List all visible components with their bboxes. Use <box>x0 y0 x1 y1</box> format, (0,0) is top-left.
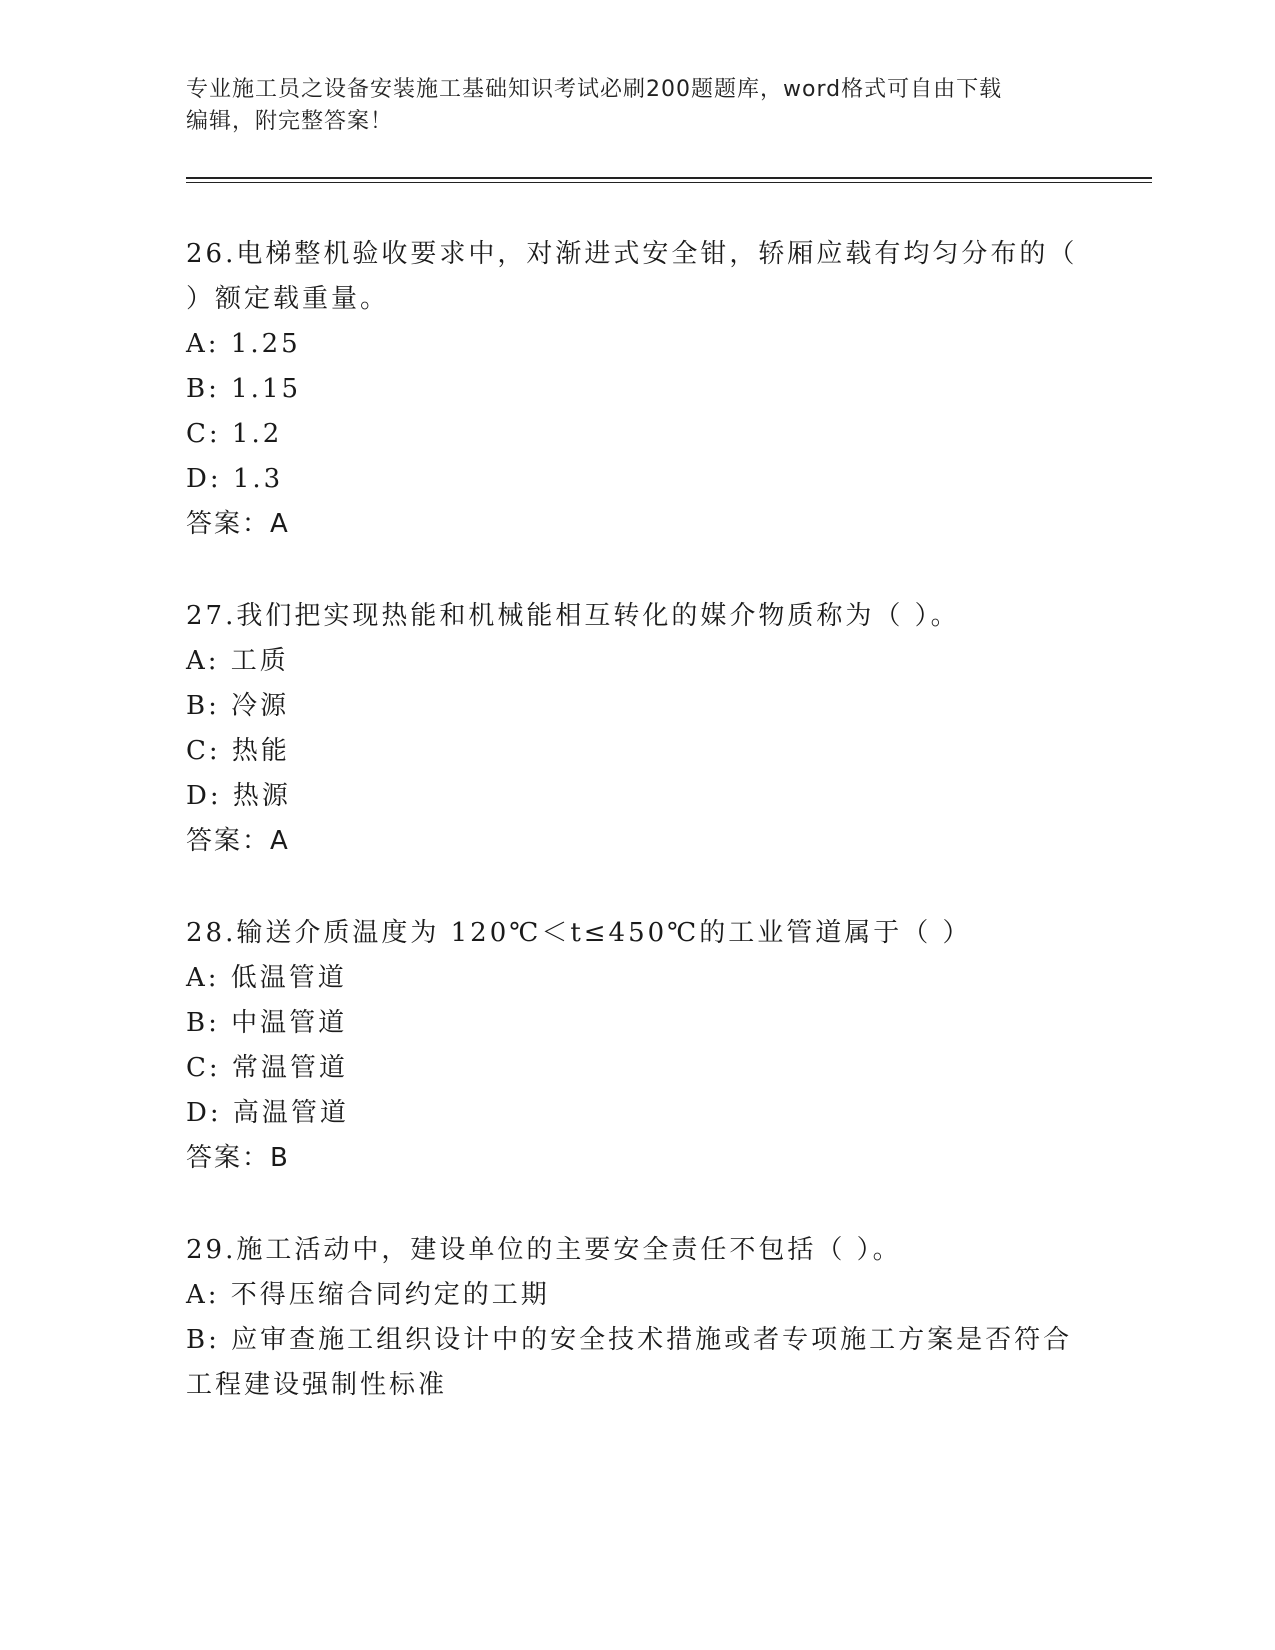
option-a: A: 低温管道 <box>186 963 347 993</box>
question-27 <box>186 594 1086 864</box>
option-d: D: 1.3 <box>186 464 284 494</box>
question-stem: 28.输送介质温度为 120℃＜t≤450℃的工业管道属于（ ） <box>186 918 972 948</box>
option-b-continued: 工程建设强制性标准 <box>186 1370 448 1400</box>
question-28 <box>186 911 1086 1181</box>
option-d: D: 热源 <box>186 781 291 811</box>
option-b: B: 1.15 <box>186 374 302 404</box>
option-b: B: 中温管道 <box>186 1008 348 1038</box>
question-list <box>186 232 1086 1455</box>
header-title-line-1: 专业施工员之设备安装施工基础知识考试必刷200题题库，word格式可自由下载 <box>186 77 1003 102</box>
answer-line: 答案：A <box>186 509 290 539</box>
option-a: A: 不得压缩合同约定的工期 <box>186 1280 550 1310</box>
question-stem-continued: ）额定载重量。 <box>186 284 390 314</box>
answer-line: 答案：B <box>186 1143 290 1173</box>
header-divider-thin <box>186 182 1152 183</box>
question-stem: 26.电梯整机验收要求中，对渐进式安全钳，轿厢应载有均匀分布的（ <box>186 239 1078 269</box>
option-d: D: 高温管道 <box>186 1098 349 1128</box>
header-divider-thick <box>186 177 1152 179</box>
option-a: A: 1.25 <box>186 329 301 359</box>
question-stem: 29.施工活动中，建设单位的主要安全责任不包括（ ）。 <box>186 1235 902 1265</box>
question-stem: 27.我们把实现热能和机械能相互转化的媒介物质称为（ ）。 <box>186 601 960 631</box>
option-b: B: 冷源 <box>186 691 290 721</box>
option-c: C: 常温管道 <box>186 1053 348 1083</box>
question-26 <box>186 232 1086 547</box>
option-a: A: 工质 <box>186 646 289 676</box>
option-c: C: 热能 <box>186 736 290 766</box>
answer-line: 答案：A <box>186 826 290 856</box>
option-c: C: 1.2 <box>186 419 283 449</box>
header-title-line-2: 编辑，附完整答案！ <box>186 109 394 134</box>
document-header <box>186 74 1066 138</box>
question-29 <box>186 1228 1086 1408</box>
option-b: B: 应审查施工组织设计中的安全技术措施或者专项施工方案是否符合 <box>186 1325 1073 1355</box>
